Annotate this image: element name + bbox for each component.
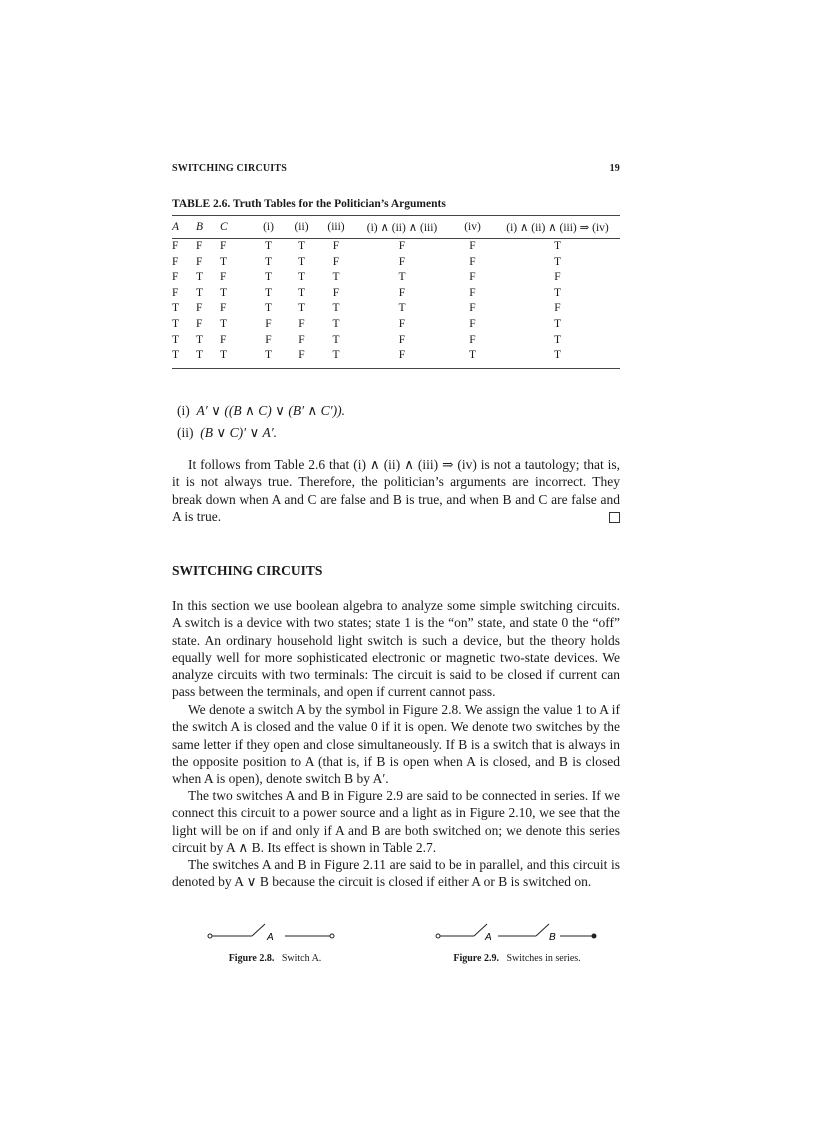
header-implication: (i) ∧ (ii) ∧ (iii) ⇒ (iv) (506, 222, 609, 234)
table-cell: F (398, 286, 406, 299)
figure-2-8-caption: Figure 2.8. Switch A. (228, 953, 322, 964)
table-cell: T (264, 240, 273, 252)
table-row (172, 286, 620, 302)
table-cell: T (172, 349, 180, 362)
table-cell: T (398, 271, 406, 284)
table-cell: T (398, 302, 406, 315)
table-row (172, 301, 620, 317)
table-cell: T (220, 286, 228, 299)
table-cell: T (172, 317, 180, 330)
conclusion-paragraph: It follows from Table 2.6 that (i) ∧ (ii) ∧ (iii) ⇒ (iv) is not a tautology; that is, it is not always true. Therefore, the politician’s arguments are incorrect. They break down when A and C are false and B is true, and when B and C are false and A is true. (172, 457, 620, 524)
table-cell: T (196, 271, 204, 284)
table-cell: T (220, 317, 228, 330)
table-cell: F (398, 333, 406, 346)
table-cell: T (220, 349, 228, 362)
paragraph-1: In this section we use boolean algebra to analyze some simple switching circuits. A switch is a device with two states; state 1 is the “on” state, and state 0 the “off” state. An ordinary household light switch is such a device, but the theory holds equally well for more sophisticated electronic or magnetic two-state devices. We analyze circuits with two terminals: The circuit is said to be closed if current can pass between the terminals, and open if current cannot pass. (172, 598, 620, 700)
table-cell: F (398, 255, 406, 268)
formula-ii-expr: (B ∨ C)′ ∨ A′. (200, 425, 278, 440)
table-cell: F (196, 317, 203, 330)
table-cell: F (469, 255, 476, 268)
table-cell: T (297, 271, 306, 284)
header-ii: (ii) (294, 221, 309, 233)
figure-2-9 (424, 918, 610, 964)
table-cell: F (469, 286, 476, 299)
table-cell: T (553, 349, 562, 362)
table-cell: T (297, 302, 306, 315)
table-cell: T (172, 302, 180, 315)
table-cell: T (264, 349, 273, 362)
table-cell: F (196, 302, 203, 315)
table-cell: F (265, 317, 272, 330)
table-cell: T (553, 317, 562, 330)
series-switches-diagram (424, 918, 610, 944)
table-cell: F (469, 317, 476, 330)
table-cell: F (469, 333, 476, 346)
table-cell: F (220, 333, 227, 346)
switch-a-label: A (485, 932, 492, 943)
header-b: B (196, 221, 204, 233)
formula-list (177, 400, 345, 444)
paragraph-4: The switches A and B in Figure 2.11 are said to be in parallel, and this circuit is denoted by A ∨ B because the circuit is closed if either A or B is switched on. (172, 857, 620, 890)
table-header-row (172, 216, 620, 239)
table-row (172, 255, 620, 271)
page-number: 19 (609, 163, 620, 174)
table-cell: T (196, 349, 204, 362)
table-cell: T (172, 333, 180, 346)
table-cell: T (264, 255, 273, 268)
formula-ii-label: (ii) (177, 425, 194, 440)
running-head (172, 163, 620, 174)
table-cell: F (332, 255, 340, 268)
table-cell: T (264, 286, 273, 299)
header-iv: (iv) (464, 221, 481, 233)
table-cell: T (196, 333, 204, 346)
table-cell: F (172, 255, 179, 268)
table-cell: T (196, 286, 204, 299)
figure-2-8 (190, 918, 360, 964)
table-cell: T (332, 349, 340, 362)
table-caption: TABLE 2.6. Truth Tables for the Politician’s Arguments (172, 198, 446, 210)
table-cell: T (468, 349, 477, 362)
table-cell: F (469, 240, 476, 252)
table-cell: T (297, 286, 306, 299)
table-cell: F (196, 240, 203, 252)
table-cell: T (332, 333, 340, 346)
table-row (172, 239, 620, 255)
header-c: C (220, 221, 228, 233)
paragraph-2: We denote a switch A by the symbol in Figure 2.8. We assign the value 1 to A if the switch A is closed and the value 0 if it is open. We denote two switches by the same letter if they open and close simultaneously. If B is a switch that is always in the opposite position to A (that is, if B is open when A is closed, and B is closed when A is open), denote switch B by A′. (172, 702, 620, 787)
formula-i (177, 400, 345, 422)
table-cell: F (220, 271, 227, 284)
table-cell: T (297, 255, 306, 268)
truth-table (172, 215, 620, 369)
table-cell: T (264, 271, 273, 284)
formula-i-label: (i) (177, 403, 190, 418)
table-cell: F (196, 255, 203, 268)
table-cell: F (398, 240, 406, 252)
table-cell: F (332, 286, 340, 299)
table-cell: F (172, 271, 179, 284)
table-row (172, 333, 620, 349)
table-cell: T (553, 255, 562, 268)
table-cell: F (554, 302, 561, 315)
table-cell: F (298, 333, 305, 346)
table-cell: F (469, 271, 476, 284)
table-cell: T (220, 255, 228, 268)
formula-i-expr: A′ ∨ ((B ∧ C) ∨ (B′ ∧ C′)). (196, 403, 345, 418)
qed-box-icon (609, 512, 620, 523)
section-title: SWITCHING CIRCUITS (172, 563, 323, 578)
table-cell: F (298, 349, 305, 362)
switch-a-label: A (267, 932, 274, 943)
header-iii: (iii) (327, 221, 345, 233)
table-cell: F (298, 317, 305, 330)
table-cell: F (398, 349, 406, 362)
table-cell: T (553, 286, 562, 299)
header-a: A (172, 221, 180, 233)
table-row (172, 270, 620, 286)
table-cell: F (398, 317, 406, 330)
table-cell: T (553, 240, 562, 252)
table-cell: F (265, 333, 272, 346)
table-cell: T (297, 240, 306, 252)
figure-2-9-caption: Figure 2.9. Switches in series. (453, 953, 581, 964)
switch-a-diagram (190, 918, 360, 944)
header-conjunction: (i) ∧ (ii) ∧ (iii) (366, 222, 438, 234)
table-cell: F (554, 271, 561, 284)
table-cell: F (332, 240, 340, 252)
header-i: (i) (263, 221, 274, 233)
formula-ii (177, 422, 345, 444)
table-row (172, 317, 620, 333)
table-cell: F (469, 302, 476, 315)
table-cell: T (332, 302, 340, 315)
table-cell: F (172, 240, 179, 252)
table-cell: F (220, 240, 227, 252)
table-cell: T (332, 271, 340, 284)
running-head-title: SWITCHING CIRCUITS (172, 163, 288, 174)
table-row (172, 348, 620, 368)
table-cell: F (220, 302, 227, 315)
table-cell: T (332, 317, 340, 330)
table-cell: T (553, 333, 562, 346)
table-cell: F (172, 286, 179, 299)
switch-b-label: B (549, 932, 556, 943)
table-cell: T (264, 302, 273, 315)
paragraph-3: The two switches A and B in Figure 2.9 are said to be connected in series. If we connect this circuit to a power source and a light as in Figure 2.10, we see that the light will be on if and only if A and B are both switched on; we denote this series circuit by A ∧ B. Its effect is shown in Table 2.7. (172, 788, 620, 855)
